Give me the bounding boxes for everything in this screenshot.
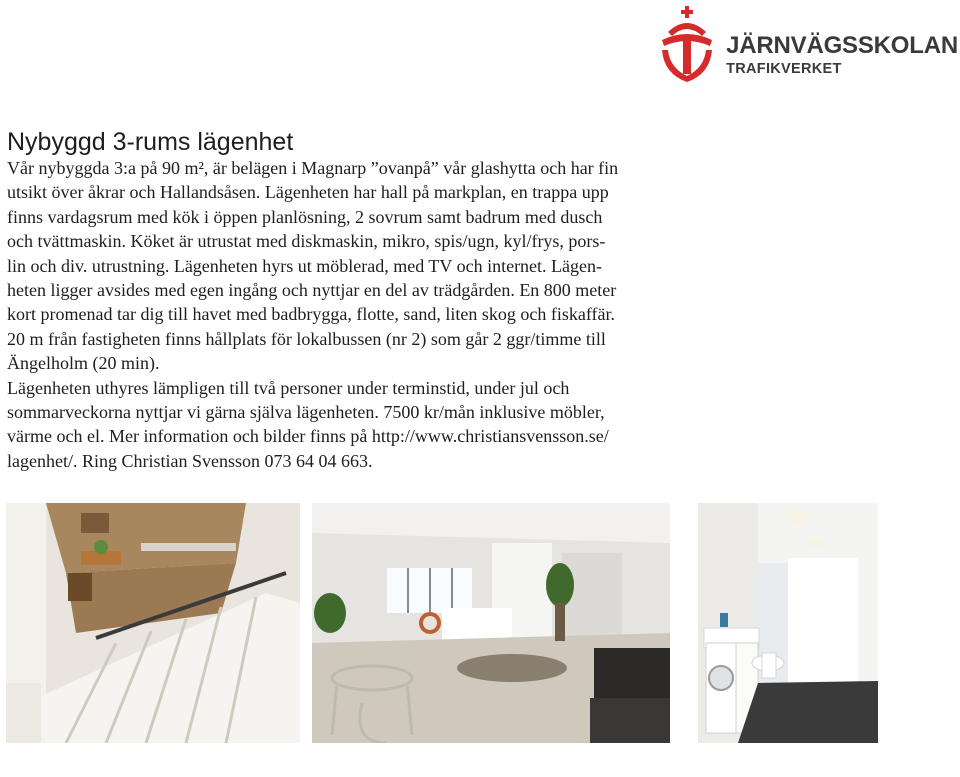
description-line: värme och el. Mer information och bilder finns på http://www.christiansvensson.se/ (7, 426, 609, 447)
description-line: 20 m från fastigheten finns hållplats för lokalbussen (nr 2) som går 2 ggr/timme till (7, 328, 606, 349)
description-line: lagenhet/. Ring Christian Svensson 073 64 04 663. (7, 450, 373, 471)
description-line: lin och div. utrustning. Lägenheten hyrs ut möblerad, med TV och internet. Lägen- (7, 255, 603, 276)
living-room-photo (312, 503, 670, 743)
description-line: kort promenad tar dig till havet med badbrygga, flotte, sand, liten skog och fiskaffär. (7, 304, 616, 325)
description-line: Ängelholm (20 min). (7, 353, 160, 374)
description-line: utsikt över åkrar och Hallandsåsen. Lägenheten har hall på markplan, en trappa upp (7, 182, 609, 203)
logo-subtitle: TRAFIKVERKET (726, 60, 842, 77)
logo (658, 6, 958, 84)
trafikverket-crown-t-logo-icon (658, 6, 716, 84)
staircase-photo (6, 503, 300, 743)
logo-name: JÄRNVÄGSSKOLAN (726, 31, 958, 59)
description-line: heten ligger avsides med egen ingång och nyttjar en del av trädgården. En 800 meter (7, 280, 617, 301)
listing-title: Nybyggd 3-rums lägenhet (7, 128, 294, 156)
description-line: Vår nybyggda 3:a på 90 m², är belägen i Magnarp ”ovanpå” vår glashytta och har fin (7, 158, 619, 178)
description-line: och tvättmaskin. Köket är utrustat med diskmaskin, mikro, spis/ugn, kyl/frys, pors- (7, 231, 606, 252)
description-line: sommarveckorna nyttjar vi gärna själva lägenheten. 7500 kr/mån inklusive möbler, (7, 402, 605, 423)
listing-description (7, 156, 727, 473)
description-line: finns vardagsrum med kök i öppen planlösning, 2 sovrum samt badrum med dusch (7, 206, 603, 227)
description-line: Lägenheten uthyres lämpligen till två personer under terminstid, under jul och (7, 377, 570, 398)
bathroom-photo (698, 503, 878, 743)
